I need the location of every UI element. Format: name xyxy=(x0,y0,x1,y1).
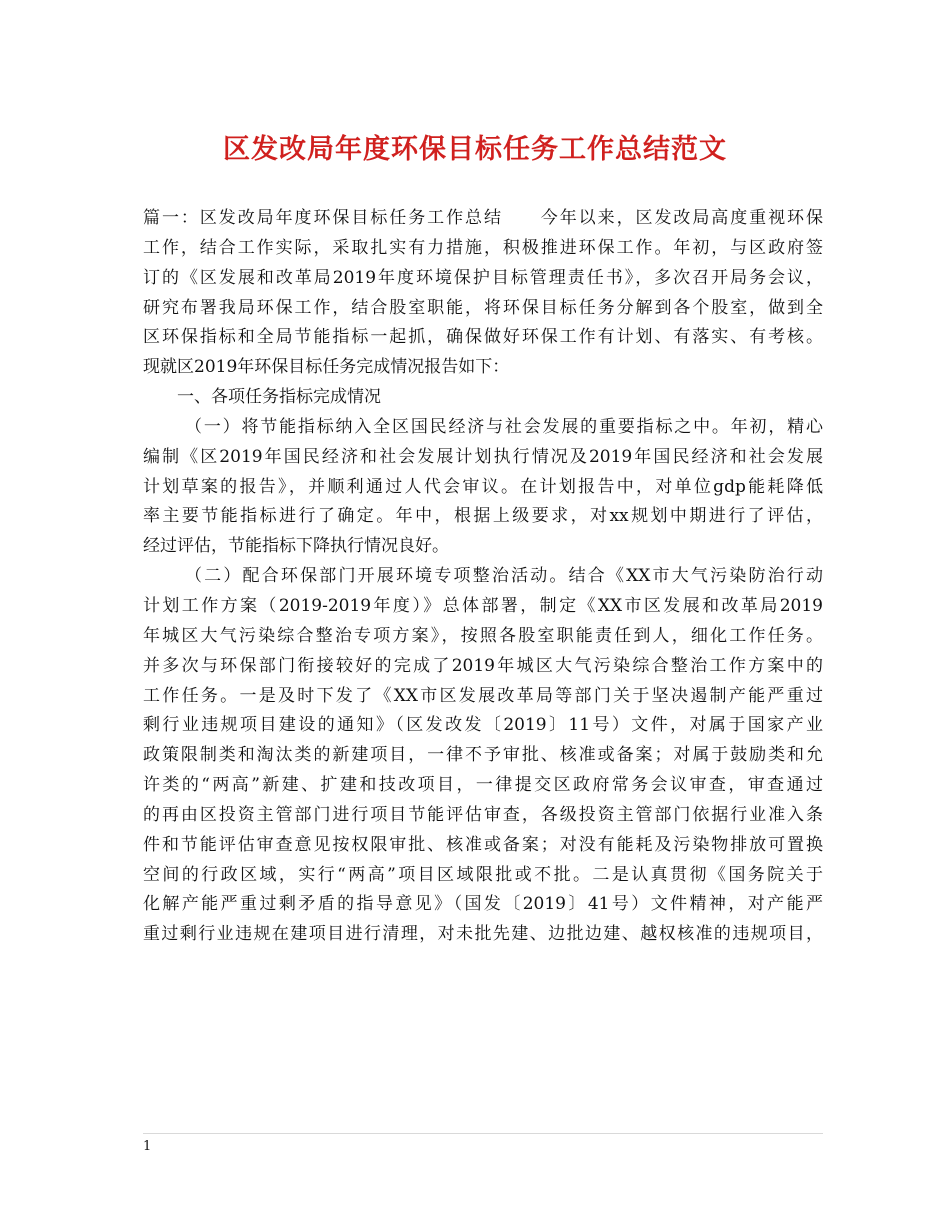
body-line: 重过剩行业违规在建项目进行清理，对未批先建、边批边建、越权核准的违规项目， xyxy=(143,924,823,945)
body-line: 计划工作方案（2019-2019年度）》总体部署，制定《XX市区发展和改革局2019 xyxy=(143,595,823,616)
body-line: 编制《区2019年国民经济和社会发展计划执行情况及2019年国民经济和社会发展 xyxy=(143,446,823,467)
body-line: 区环保指标和全局节能指标一起抓，确保做好环保工作有计划、有落实、有考核。 xyxy=(143,327,823,348)
body-line: （一）将节能指标纳入全区国民经济与社会发展的重要指标之中。年初，精心 xyxy=(185,416,823,437)
body-line: 率主要节能指标进行了确定。年中，根据上级要求，对xx规划中期进行了评估， xyxy=(143,506,823,527)
body-line: 现就区2019年环保目标任务完成情况报告如下： xyxy=(143,357,510,378)
body-line: 经过评估，节能指标下降执行情况良好。 xyxy=(143,536,449,557)
body-line: 化解产能严重过剩矛盾的指导意见》（国发〔2019〕41号）文件精神，对产能严 xyxy=(143,894,823,915)
body-line: 研究布署我局环保工作，结合股室职能，将环保目标任务分解到各个股室，做到全 xyxy=(143,297,823,318)
body-line: 的再由区投资主管部门进行项目节能评估审查，各级投资主管部门依据行业准入条 xyxy=(143,804,823,825)
page-number: 1 xyxy=(143,1139,152,1154)
footer-divider xyxy=(143,1133,823,1134)
body-line: 工作，结合工作实际，采取扎实有力措施，积极推进环保工作。年初，与区政府签 xyxy=(143,237,823,258)
body-line: 订的《区发展和改革局2019年度环境保护目标管理责任书》，多次召开局务会议， xyxy=(143,267,823,288)
document-title: 区发改局年度环保目标任务工作总结范文 xyxy=(223,134,727,165)
document-body xyxy=(143,204,823,950)
body-line: 件和节能评估审查意见按权限审批、核准或备案；对没有能耗及污染物排放可置换 xyxy=(143,834,823,855)
body-line: 剩行业违规项目建设的通知》（区发改发〔2019〕11号）文件，对属于国家产业 xyxy=(143,715,823,736)
body-line: 空间的行政区域，实行“两高”项目区域限批或不批。二是认真贯彻《国务院关于 xyxy=(143,864,823,885)
body-line: （二）配合环保部门开展环境专项整治活动。结合《XX市大气污染防治行动 xyxy=(185,566,823,587)
body-line: 计划草案的报告》，并顺利通过人代会审议。在计划报告中，对单位gdp能耗降低 xyxy=(143,476,823,497)
body-line: 并多次与环保部门衔接较好的完成了2019年城区大气污染综合整治工作方案中的 xyxy=(143,655,823,676)
section-heading: 一、各项任务指标完成情况 xyxy=(177,387,381,408)
body-line: 工作任务。一是及时下发了《XX市区发展改革局等部门关于坚决遏制产能严重过 xyxy=(143,685,823,706)
body-line: 政策限制类和淘汰类的新建项目，一律不予审批、核准或备案；对属于鼓励类和允 xyxy=(143,745,823,766)
body-line: 篇一：区发改局年度环保目标任务工作总结 今年以来，区发改局高度重视环保 xyxy=(143,208,823,228)
body-line: 年城区大气污染综合整治专项方案》，按照各股室职能责任到人，细化工作任务。 xyxy=(143,625,823,646)
body-line: 许类的“两高”新建、扩建和技改项目，一律提交区政府常务会议审查，审查通过 xyxy=(143,775,823,796)
